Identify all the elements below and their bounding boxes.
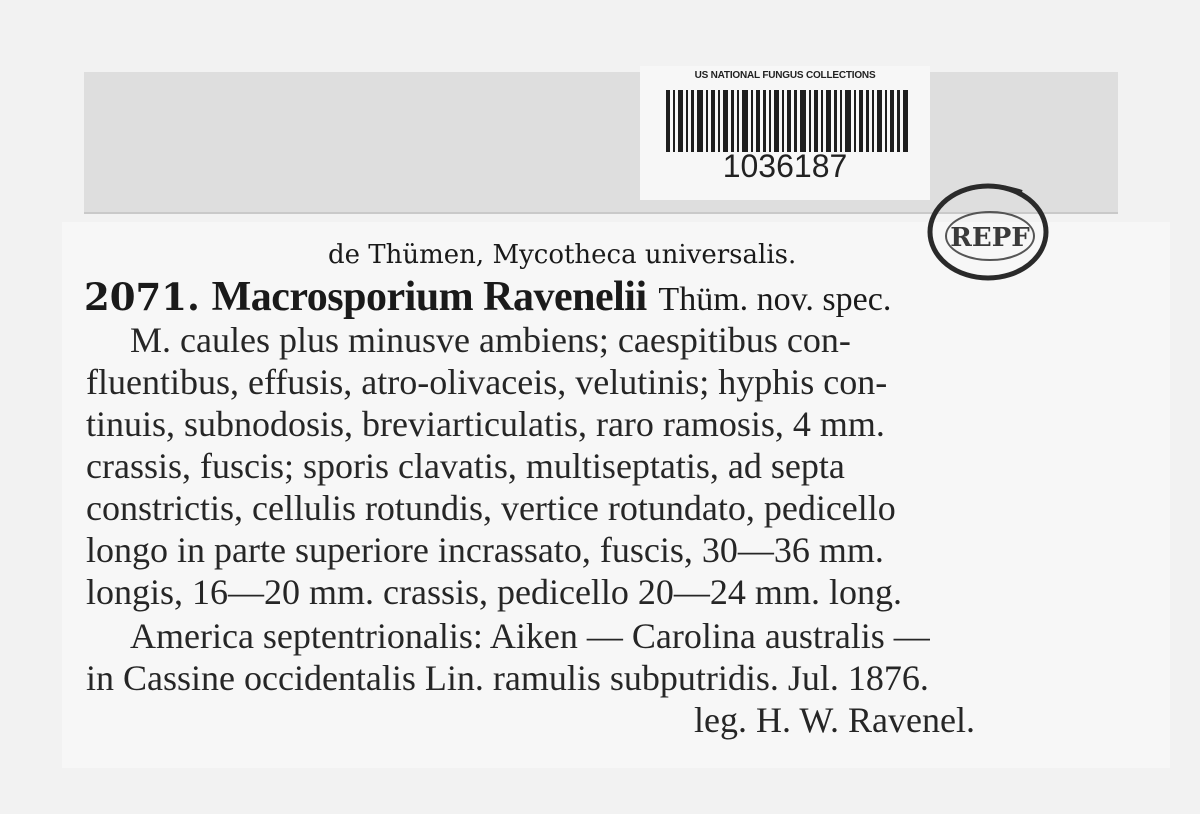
herbarium-stamp-icon: [922, 172, 1052, 284]
barcode-label: [640, 66, 930, 200]
locality-line: in Cassine occidentalis Lin. ramulis subputridis. Jul. 1876.: [86, 658, 929, 698]
locality-line: America septentrionalis: Aiken — Carolina australis —: [130, 616, 930, 656]
species-name: Macrosporium Ravenelii: [211, 274, 647, 320]
species-authority: Thüm. nov. spec.: [658, 281, 892, 318]
species-title: [84, 276, 891, 318]
description-line: fluentibus, effusis, atro-olivaceis, velutinis; hyphis con-: [86, 362, 888, 402]
catalog-number: 1036187: [722, 148, 848, 184]
collector-line: leg. H. W. Ravenel.: [694, 700, 975, 740]
description-line: tinuis, subnodosis, breviarticulatis, raro ramosis, 4 mm.: [86, 404, 885, 444]
description-line: constrictis, cellulis rotundis, vertice rotundato, pedicello: [86, 488, 896, 528]
barcode-icon: [666, 90, 908, 152]
description-line: M. caules plus minusve ambiens; caespitibus con-: [130, 320, 851, 360]
collection-name: US NATIONAL FUNGUS COLLECTIONS: [694, 70, 876, 81]
description-line: crassis, fuscis; sporis clavatis, multiseptatis, ad septa: [86, 446, 845, 486]
exsiccata-number: 2071.: [84, 275, 200, 319]
description-line: longo in parte superiore incrassato, fuscis, 30—36 mm.: [86, 530, 884, 570]
series-header: de Thümen, Mycotheca universalis.: [328, 240, 797, 270]
stamp-text: REPF: [950, 223, 1030, 253]
description-line: longis, 16—20 mm. crassis, pedicello 20—24 mm. long.: [86, 572, 902, 612]
